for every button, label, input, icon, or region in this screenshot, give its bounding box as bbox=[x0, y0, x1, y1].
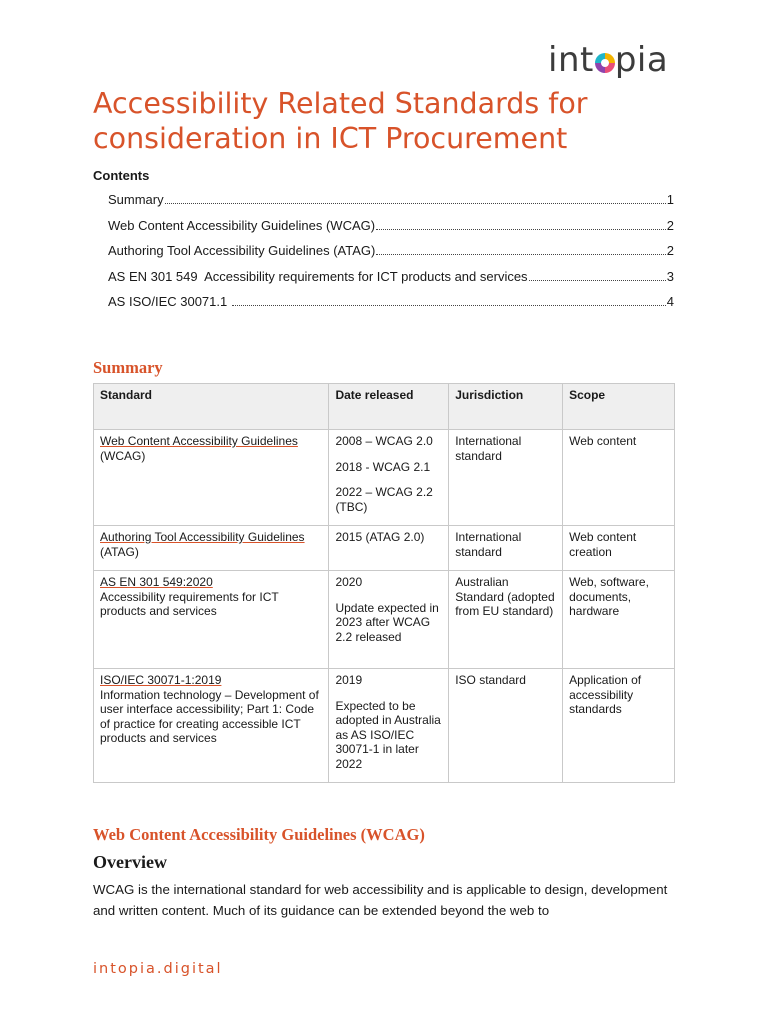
date-cell bbox=[329, 669, 449, 783]
logo-ring-icon bbox=[595, 53, 615, 73]
toc-label: Authoring Tool Accessibility Guidelines (ATAG) bbox=[108, 243, 376, 258]
toc-leader bbox=[232, 294, 666, 306]
intopia-logo bbox=[548, 40, 668, 80]
logo-text-end: pia bbox=[614, 40, 669, 80]
standard-description: (ATAG) bbox=[100, 544, 139, 559]
date-cell bbox=[329, 571, 449, 669]
toc-leader bbox=[376, 243, 665, 255]
standard-cell bbox=[94, 571, 329, 669]
jurisdiction-cell: Australian Standard (adopted from EU standard) bbox=[449, 571, 563, 669]
wcag-body-paragraph: WCAG is the international standard for web accessibility and is applicable to design, development and written content. Much of its guidance can be extended beyond the web to bbox=[93, 882, 668, 918]
table-of-contents bbox=[108, 192, 674, 320]
toc-entry-iso30071[interactable] bbox=[108, 294, 674, 320]
table-row bbox=[94, 526, 675, 571]
standard-link[interactable]: AS EN 301 549:2020 bbox=[100, 575, 213, 589]
toc-page: 2 bbox=[666, 243, 674, 258]
wcag-heading: Web Content Accessibility Guidelines (WCAG) bbox=[93, 825, 425, 844]
toc-page: 4 bbox=[666, 294, 674, 309]
date-entry: 2008 – WCAG 2.0 bbox=[335, 434, 433, 448]
date-entry: Expected to be adopted in Australia as AS ISO/IEC 30071-1 in later 2022 bbox=[335, 698, 441, 771]
standard-description: (WCAG) bbox=[100, 448, 146, 463]
toc-leader bbox=[376, 218, 666, 230]
toc-label: AS ISO/IEC 30071.1 bbox=[108, 294, 231, 309]
jurisdiction-cell: International standard bbox=[449, 526, 563, 571]
footer-website[interactable]: intopia.digital bbox=[93, 961, 223, 977]
toc-entry-summary[interactable] bbox=[108, 192, 674, 218]
standard-link[interactable]: ISO/IEC 30071-1:2019 bbox=[100, 673, 222, 687]
date-entry: 2019 bbox=[335, 673, 363, 687]
toc-page: 3 bbox=[666, 268, 674, 284]
toc-label: AS EN 301 549 Accessibility requirements for ICT products and services bbox=[108, 268, 528, 284]
date-entry: 2018 - WCAG 2.1 bbox=[335, 459, 431, 474]
toc-leader bbox=[529, 269, 666, 281]
summary-table bbox=[93, 383, 675, 783]
scope-cell: Web content bbox=[563, 430, 675, 526]
standard-cell bbox=[94, 669, 329, 783]
toc-entry-wcag[interactable] bbox=[108, 218, 674, 244]
logo-text-start: int bbox=[548, 40, 594, 80]
toc-leader bbox=[165, 192, 666, 204]
date-entry: Update expected in 2023 after WCAG 2.2 released bbox=[335, 600, 439, 644]
column-header-scope: Scope bbox=[563, 384, 675, 430]
date-entry: 2020 bbox=[335, 575, 363, 589]
date-entry: 2022 – WCAG 2.2 (TBC) bbox=[335, 485, 433, 514]
standard-cell bbox=[94, 526, 329, 571]
toc-entry-atag[interactable] bbox=[108, 243, 674, 269]
table-row bbox=[94, 430, 675, 526]
table-row bbox=[94, 571, 675, 669]
standard-description: Accessibility requirements for ICT products and services bbox=[100, 589, 279, 618]
scope-cell: Web, software, documents, hardware bbox=[563, 571, 675, 669]
toc-entry-en301549[interactable] bbox=[108, 269, 674, 295]
document-title: Accessibility Related Standards for consideration in ICT Procurement bbox=[93, 87, 588, 155]
table-row bbox=[94, 669, 675, 783]
scope-cell: Application of accessibility standards bbox=[563, 669, 675, 783]
date-cell bbox=[329, 430, 449, 526]
overview-heading: Overview bbox=[93, 852, 167, 872]
standard-cell bbox=[94, 430, 329, 526]
standard-description: Information technology – Development of user interface accessibility; Part 1: Code of practice for creating accessible ICT products and services bbox=[100, 687, 319, 745]
table-header-row bbox=[94, 384, 675, 430]
toc-label: Web Content Accessibility Guidelines (WCAG) bbox=[108, 217, 376, 233]
date-cell bbox=[329, 526, 449, 571]
summary-heading: Summary bbox=[93, 358, 163, 377]
date-entry: 2015 (ATAG 2.0) bbox=[335, 530, 425, 544]
column-header-jurisdiction: Jurisdiction bbox=[449, 384, 563, 430]
scope-cell: Web content creation bbox=[563, 526, 675, 571]
jurisdiction-cell: ISO standard bbox=[449, 669, 563, 783]
standard-link[interactable]: Web Content Accessibility Guidelines bbox=[100, 434, 298, 448]
toc-page: 1 bbox=[666, 192, 674, 207]
contents-heading: Contents bbox=[93, 168, 150, 183]
standard-link[interactable]: Authoring Tool Accessibility Guidelines bbox=[100, 530, 305, 544]
jurisdiction-cell: International standard bbox=[449, 430, 563, 526]
toc-page: 2 bbox=[666, 217, 674, 233]
column-header-standard: Standard bbox=[94, 384, 329, 430]
column-header-date: Date released bbox=[329, 384, 449, 430]
toc-label: Summary bbox=[108, 192, 164, 207]
